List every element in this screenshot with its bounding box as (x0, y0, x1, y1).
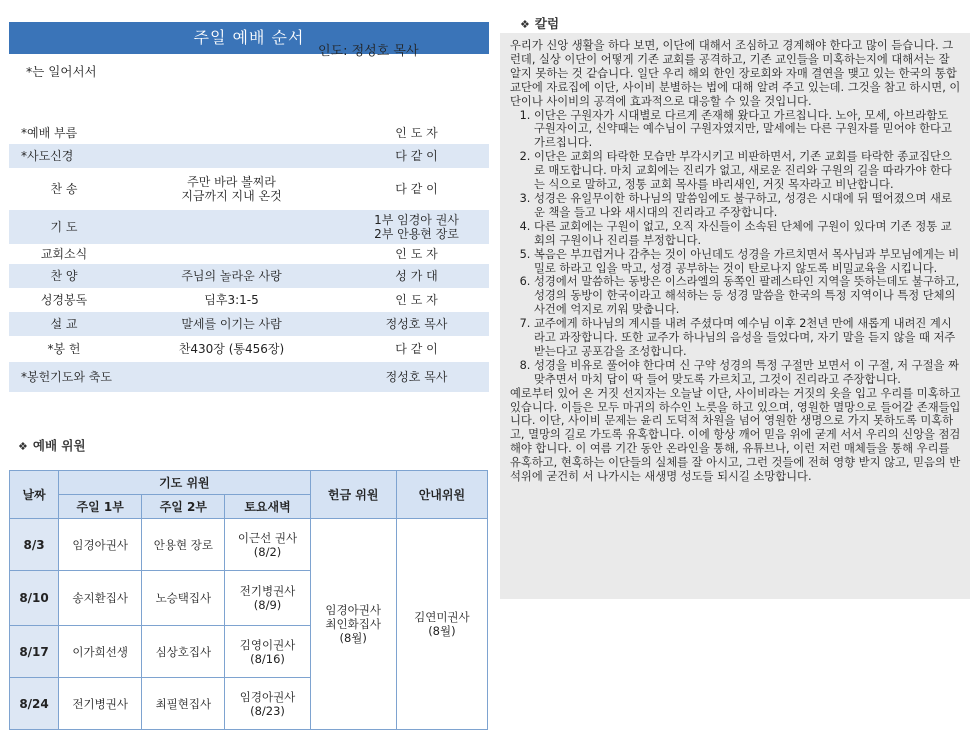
column-list-item: 4. 다른 교회에는 구원이 없고, 오직 자신들이 소속된 단체에 구원이 있다며 기존 정통 교회의 구원이나 진리를 부정합니다. (534, 220, 962, 248)
row-sun2: 안용현 장로 (142, 519, 225, 571)
header-sat: 토요새벽 (225, 495, 310, 519)
order-part: *봉 헌 (47, 342, 81, 356)
header-sun2: 주일 2부 (142, 495, 225, 519)
diamond-bullet-icon: ❖ (18, 440, 28, 453)
header-sun1: 주일 1부 (59, 495, 142, 519)
order-person: 1부 임경아 권사 2부 안용현 장로 (374, 213, 459, 241)
column-list-item: 5. 복음은 부끄럽거나 감추는 것이 아닌데도 성경을 가르치면서 목사님과 부모님에게는 비밀로 하라고 입을 막고, 성경 공부하는 것이 탄로나지 않도록 비밀교육을 시킵니다. (534, 248, 962, 276)
order-list (9, 122, 489, 392)
row-date: 8/10 (10, 571, 59, 626)
stand-note: *는 일어서서 (26, 64, 97, 79)
order-part: *봉헌기도와 축도 (21, 370, 112, 384)
order-row (9, 144, 489, 168)
order-part: *사도신경 (21, 149, 74, 163)
order-content: 주님의 놀라운 사랑 (181, 269, 282, 283)
row-sat: 이근선 권사 (8/2) (225, 519, 310, 571)
leader-line: 인도: 정성호 목사 (318, 44, 419, 59)
order-person: 인 도 자 (395, 293, 438, 307)
column-panel (500, 33, 970, 599)
column-outro: 예로부터 있어 온 거짓 선지자는 오늘날 이단, 사이비라는 거짓의 옷을 입고 우리를 미혹하고 있습니다. 이들은 모두 마귀의 하수인 노릇을 하고 있으며, 영원한 멸망으로 들어갈 존재들입니다. 이단, 사이비 문제는 윤리 도덕적 차원을 넘어 영원한 생명으로 가지 못하도록 미혹하고, 멸망의 길로 가도록 유혹합니다. 이에 항상 깨어 믿음 위에 굳게 서서 우리의 신앙을 점검해야 합니다. 이 여름 기간 동안 온라인을 통해, 유튜브나, 이런 저런 매체들을 통해 우리를 유혹하고, 현혹하는 이단들의 실체를 잘 아시고, 그런 것들에 전혀 영향 받지 않고, 믿음의 반석위에 굳건히 서 나가시는 새생명 성도들 되시길 소망합니다. (510, 386, 961, 484)
order-row (9, 168, 489, 210)
order-person: 다 같 이 (395, 182, 438, 196)
order-person: 정성호 목사 (385, 370, 448, 384)
column-list-item: 2. 이단은 교회의 타락한 모습만 부각시키고 비판하면서, 기존 교회를 타락한 종교집단으로 매도합니다. 마치 교회에는 진리가 없고, 새로운 진리와 구원의 길을 따라가야 한다는 식으로 말하고, 정통 교회 목사를 바리새인, 거짓 목자라고 비난합니다. (534, 150, 962, 192)
order-part: 찬 양 (50, 269, 78, 283)
order-row (9, 210, 489, 244)
row-date: 8/17 (10, 626, 59, 678)
row-date: 8/3 (10, 519, 59, 571)
order-person: 성 가 대 (395, 269, 438, 283)
row-sat: 김영이권사 (8/16) (225, 626, 310, 678)
header-guide: 안내위원 (396, 471, 487, 519)
order-part: 찬 송 (50, 182, 78, 196)
order-person: 인 도 자 (395, 247, 438, 261)
row-sun1: 임경아권사 (59, 519, 142, 571)
order-row (9, 288, 489, 312)
order-row (9, 312, 489, 336)
row-sat: 임경아권사 (8/23) (225, 678, 310, 730)
order-person: 다 같 이 (395, 342, 438, 356)
order-row (9, 244, 489, 264)
header-date: 날짜 (10, 471, 59, 519)
row-sun2: 노승택집사 (142, 571, 225, 626)
offering-members: 임경아권사 최인화집사 (8월) (310, 519, 396, 730)
order-content: 찬430장 (통456장) (178, 342, 285, 356)
order-person: 인 도 자 (395, 126, 438, 140)
row-sun1: 전기병권사 (59, 678, 142, 730)
order-part: 교회소식 (40, 247, 88, 261)
row-sun2: 최필현집사 (142, 678, 225, 730)
column-list-item: 3. 성경은 유일무이한 하나님의 말씀임에도 불구하고, 성경은 시대에 뒤 떨어졌으며 새로운 책을 들고 나와 새시대의 진리라고 주장합니다. (534, 192, 962, 220)
roster-table (9, 470, 488, 730)
column-list (510, 109, 962, 387)
header-offering: 헌금 위원 (310, 471, 396, 519)
column-list-item: 1. 이단은 구원자가 시대별로 다르게 존재해 왔다고 가르칩니다. 노아, 모세, 아브라함도 구원자이고, 신약때는 예수님이 구원자였지만, 말세에는 다른 구원자를 믿어야 한다고 가르칩니다. (534, 109, 962, 151)
row-sun1: 이가희선생 (59, 626, 142, 678)
order-person: 다 같 이 (395, 149, 438, 163)
order-row (9, 362, 489, 392)
order-row (9, 336, 489, 362)
row-sun2: 심상호집사 (142, 626, 225, 678)
order-part: 설 교 (50, 317, 78, 331)
order-person: 정성호 목사 (385, 317, 448, 331)
row-sun1: 송지환집사 (59, 571, 142, 626)
order-part: *예배 부름 (21, 126, 78, 140)
order-content: 말세를 이기는 사람 (181, 317, 282, 331)
header-prayer: 기도 위원 (59, 471, 311, 495)
table-row (10, 519, 488, 571)
order-content: 주만 바라 볼찌라 지금까지 지내 온것 (181, 175, 282, 203)
order-row (9, 264, 489, 288)
diamond-bullet-icon: ❖ (520, 18, 530, 31)
roster-heading: ❖ 예배 위원 (18, 438, 86, 453)
column-list-item: 8. 성경을 비유로 풀어야 한다며 신 구약 성경의 특정 구절만 보면서 이 구절, 저 구절을 짜 맞추면서 마치 답이 딱 들어 맞도록 가르치고, 그것이 진리라고 주장합니다. (534, 359, 962, 387)
order-title: 주일 예배 순서 (9, 22, 489, 54)
order-part: 기 도 (50, 220, 78, 234)
row-sat: 전기병권사 (8/9) (225, 571, 310, 626)
order-part: 성경봉독 (40, 293, 88, 307)
column-intro: 우리가 신앙 생활을 하다 보면, 이단에 대해서 조심하고 경계해야 한다고 많이 듣습니다. 그런데, 실상 이단이 어떻게 기존 교회를 공격하고, 기존 교인들을 미혹하는지에 대해서는 잘 알지 못하는 것 같습니다. 일단 우리 해외 한인 장로회와 자매 결연을 맺고 있는 한국의 통합 교단에 자료집에 이단, 사이비 분별하는 법에 대해 알려 주고 있는데. 그것을 참고 하시면, 이단이나 사이비의 공격에 효과적으로 대응할 수 있을 것입니다. (510, 39, 961, 108)
guide-members: 김연미권사 (8월) (396, 519, 487, 730)
column-text (510, 39, 962, 484)
row-date: 8/24 (10, 678, 59, 730)
column-list-item: 7. 교주에게 하나님의 계시를 내려 주셨다며 예수님 이후 2천년 만에 새롭게 내려진 계시라고 과장합니다. 또한 교주가 하나님의 음성을 들었다며, 자기 말을 듣지 않을 때 저주 받는다고 공포감을 조성합니다. (534, 317, 962, 359)
column-list-item: 6. 성경에서 말씀하는 동방은 이스라엘의 동쪽인 팔레스타인 지역을 뜻하는데도 불구하고, 성경의 동방이 한국이라고 해석하는 등 성경 말씀을 한국의 특정 지역이나 특정 단체의 사건에 억지로 끼워 맞춥니다. (534, 275, 962, 317)
order-content: 딤후3:1-5 (204, 293, 259, 307)
order-row (9, 122, 489, 144)
column-heading: ❖ 칼럼 (520, 16, 560, 31)
